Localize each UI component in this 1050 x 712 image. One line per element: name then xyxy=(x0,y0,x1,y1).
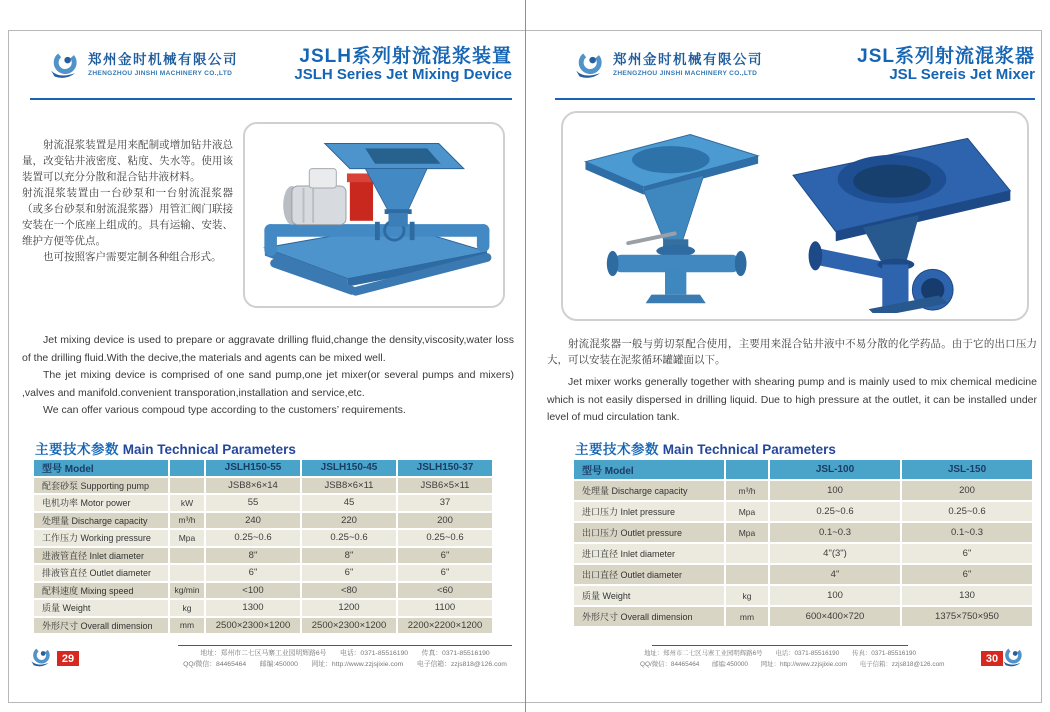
intro-cn-left xyxy=(22,137,233,265)
intro-cn-right xyxy=(547,336,1037,368)
spec-row-label: 型号 Model xyxy=(574,460,724,479)
spec-row-unit: Mpa xyxy=(726,523,768,542)
spec-table-row xyxy=(574,481,1032,500)
spec-cell-value: <80 xyxy=(302,583,396,599)
spec-table-row xyxy=(574,586,1032,605)
spec-cell-value: 6" xyxy=(398,565,492,581)
spec-table-row xyxy=(34,618,492,634)
spec-cell-value: 6" xyxy=(302,565,396,581)
spec-row-unit: kW xyxy=(170,495,204,511)
header-rule-left xyxy=(30,98,512,100)
spec-table-row xyxy=(574,502,1032,521)
spec-cell-value: 4"(3") xyxy=(770,544,900,563)
spec-row-unit xyxy=(726,544,768,563)
footer-line2: QQ/微信：84465464 邮编:450000 网址：http://www.zzjsjixie.com 电子信箱：zzjs818@126.com xyxy=(640,660,945,668)
spec-cell-value: JSB6×5×11 xyxy=(398,478,492,494)
spec-table-row xyxy=(34,513,492,529)
spec-row-label: 配套砂泵 Supporting pump xyxy=(34,478,168,494)
spec-cell-value: 6" xyxy=(398,548,492,564)
spec-row-unit: mm xyxy=(726,607,768,626)
spec-row-label: 外形尺寸 Overall dimension xyxy=(34,618,168,634)
spec-cell-value: 100 xyxy=(770,586,900,605)
page-title-cn: JSL系列射流混浆器 xyxy=(857,46,1035,67)
intro-paragraph: Jet mixer works generally together with shearing pump and is mainly used to mix chemical medicine which is not easily dispersed in drilling liquid. Due to high pressure at the outlet, it can be installed under level of mud circulation tank. xyxy=(547,376,1037,423)
spec-row-label: 处理量 Discharge capacity xyxy=(574,481,724,500)
spec-row-label: 质量 Weight xyxy=(34,600,168,616)
intro-paragraph: 射流混浆器一般与剪切泵配合使用，主要用来混合钻井液中不易分散的化学药品。由于它的出口压力大，可以安装在泥浆循环罐罐面以下。 xyxy=(547,338,1037,366)
spec-cell-value: 1300 xyxy=(206,600,300,616)
footer-line1: 地址：郑州市二七区马寨工业园明辉路6号 电话：0371-85516190 传真：0371-85516190 xyxy=(643,650,917,657)
spec-row-unit xyxy=(726,460,768,479)
spec-row-unit xyxy=(170,565,204,581)
spec-row-unit xyxy=(726,565,768,584)
spec-cell-value: 0.25~0.6 xyxy=(302,530,396,546)
spec-cell-value: 130 xyxy=(902,586,1032,605)
spec-cell-value: 8" xyxy=(302,548,396,564)
section-title-cn: 主要技术参数 xyxy=(35,442,119,457)
page-title-en: JSL Sereis Jet Mixer xyxy=(889,66,1035,84)
spec-table-row xyxy=(34,530,492,546)
company-logo-left xyxy=(48,48,238,82)
spec-table-row xyxy=(34,600,492,616)
footer-contact-left xyxy=(178,649,512,670)
footer-swirl-icon-right xyxy=(1001,645,1027,669)
company-logo-right xyxy=(573,48,763,82)
spec-row-label: 质量 Weight xyxy=(574,586,724,605)
spec-cell-value: JSB8×6×14 xyxy=(206,478,300,494)
page-divider xyxy=(525,0,526,712)
spec-table-row xyxy=(574,523,1032,542)
footer-swirl-icon-left xyxy=(29,645,55,669)
spec-row-unit: kg/min xyxy=(170,583,204,599)
spec-cell-value: 0.25~0.6 xyxy=(770,502,900,521)
spec-cell-value: 6" xyxy=(902,544,1032,563)
spec-row-unit: m³/h xyxy=(726,481,768,500)
spec-row-label: 出口直径 Outlet diameter xyxy=(574,565,724,584)
footer-contact-right xyxy=(640,649,945,670)
intro-paragraph: 射流混浆装置是用来配制或增加钻井液总量，改变钻井液密度、粘度、失水等。使用该装置可以充分分散和混合钻井液材料。 xyxy=(22,139,233,183)
spec-cell-value: <60 xyxy=(398,583,492,599)
spec-table-row xyxy=(34,495,492,511)
spec-row-unit: mm xyxy=(170,618,204,634)
spec-cell-value: 0.25~0.6 xyxy=(398,530,492,546)
spec-cell-value: 240 xyxy=(206,513,300,529)
page-title-right xyxy=(765,46,1035,84)
product-photo-frame-left xyxy=(243,122,505,308)
spec-table-header-row xyxy=(574,460,1032,479)
intro-paragraph: 射流混浆装置由一台砂泵和一台射流混浆器（或多台砂泵和射流混浆器）用管汇阀门联接安装在一个底座上组成的。具有运输、安装、维护方便等优点。 xyxy=(22,187,233,247)
company-swirl-icon xyxy=(48,48,84,82)
company-swirl-icon xyxy=(573,48,609,82)
page-title-cn: JSLH系列射流混浆装置 xyxy=(299,46,512,67)
spec-cell-value: 6" xyxy=(206,565,300,581)
spec-cell-value: 0.1~0.3 xyxy=(902,523,1032,542)
spec-row-label: 电机功率 Motor power xyxy=(34,495,168,511)
spec-cell-value: <100 xyxy=(206,583,300,599)
spec-table-row xyxy=(34,548,492,564)
section-title-cn: 主要技术参数 xyxy=(575,442,659,457)
spec-row-unit xyxy=(170,548,204,564)
spec-cell-value: JSLH150-55 xyxy=(206,460,300,476)
spec-cell-value: JSLH150-37 xyxy=(398,460,492,476)
company-name-en: ZHENGZHOU JINSHI MACHINERY CO.,LTD xyxy=(88,70,233,77)
spec-table xyxy=(572,458,1034,628)
spec-row-label: 工作压力 Working pressure xyxy=(34,530,168,546)
intro-paragraph: We can offer various compoud type according to the customers’ requirements. xyxy=(43,404,406,416)
spec-table-header-row xyxy=(34,460,492,476)
spec-table-row xyxy=(574,565,1032,584)
company-name-en: ZHENGZHOU JINSHI MACHINERY CO.,LTD xyxy=(613,70,758,77)
jet-mixing-device-photo xyxy=(251,130,497,300)
spec-table-row xyxy=(574,544,1032,563)
spec-cell-value: 200 xyxy=(398,513,492,529)
spec-table-row xyxy=(34,478,492,494)
spec-row-label: 排液管直径 Outlet diameter xyxy=(34,565,168,581)
spec-cell-value: 8" xyxy=(206,548,300,564)
section-title-left xyxy=(35,438,296,458)
spec-row-label: 型号 Model xyxy=(34,460,168,476)
section-title-en: Main Technical Parameters xyxy=(662,442,836,457)
spec-cell-value: JSB8×6×11 xyxy=(302,478,396,494)
spec-table-right xyxy=(572,458,1034,628)
intro-en-left xyxy=(22,332,514,420)
footer-rule-right xyxy=(652,645,908,646)
spec-row-unit: Mpa xyxy=(170,530,204,546)
page-title-en: JSLH Series Jet Mixing Device xyxy=(294,66,512,84)
company-name-cn: 郑州金时机械有限公司 xyxy=(88,52,238,67)
spec-row-label: 外形尺寸 Overall dimension xyxy=(574,607,724,626)
intro-paragraph: The jet mixing device is comprised of one sand pump,one jet mixer(or several pumps and mixers) ,valves and manifold.convenient transporation,installation and service,etc. xyxy=(22,369,514,399)
spec-cell-value: 2500×2300×1200 xyxy=(206,618,300,634)
spec-cell-value: JSL-150 xyxy=(902,460,1032,479)
spec-cell-value: 200 xyxy=(902,481,1032,500)
spec-cell-value: JSL-100 xyxy=(770,460,900,479)
spec-row-label: 进口压力 Inlet pressure xyxy=(574,502,724,521)
page-title-left xyxy=(230,46,512,84)
product-photo-frame-right xyxy=(561,111,1029,321)
spec-cell-value: 1200 xyxy=(302,600,396,616)
spec-row-label: 进液管直径 Inlet diameter xyxy=(34,548,168,564)
spec-table-left xyxy=(32,458,494,635)
spec-cell-value: 100 xyxy=(770,481,900,500)
spec-cell-value: 2500×2300×1200 xyxy=(302,618,396,634)
spec-row-label: 进口直径 Inlet diameter xyxy=(574,544,724,563)
footer-rule-left xyxy=(178,645,512,646)
section-title-en: Main Technical Parameters xyxy=(122,442,296,457)
spec-row-unit: kg xyxy=(170,600,204,616)
page-number-badge-left: 29 xyxy=(57,651,79,666)
jet-mixer-photos xyxy=(570,119,1020,313)
spec-row-unit xyxy=(170,478,204,494)
spec-cell-value: 6" xyxy=(902,565,1032,584)
spec-row-unit: m³/h xyxy=(170,513,204,529)
spec-table xyxy=(32,458,494,635)
spec-cell-value: 1375×750×950 xyxy=(902,607,1032,626)
spec-cell-value: 1100 xyxy=(398,600,492,616)
spec-cell-value: 220 xyxy=(302,513,396,529)
spec-cell-value: 4" xyxy=(770,565,900,584)
spec-table-row xyxy=(34,583,492,599)
spec-row-label: 处理量 Discharge capacity xyxy=(34,513,168,529)
footer-line1: 地址：郑州市二七区马寨工业园明辉路6号 电话：0371-85516190 传真：0371-85516190 xyxy=(200,650,490,657)
section-title-right xyxy=(575,438,836,458)
spec-row-unit: kg xyxy=(726,586,768,605)
spec-cell-value: 0.1~0.3 xyxy=(770,523,900,542)
spec-cell-value: JSLH150-45 xyxy=(302,460,396,476)
spec-cell-value: 55 xyxy=(206,495,300,511)
intro-paragraph: 也可按照客户需要定制各种组合形式。 xyxy=(43,251,222,263)
header-rule-right xyxy=(555,98,1035,100)
spec-cell-value: 2200×2200×1200 xyxy=(398,618,492,634)
footer-line2: QQ/微信：84465464 邮编:450000 网址：http://www.zzjsjixie.com 电子信箱：zzjs818@126.com xyxy=(183,660,507,668)
spec-row-label: 出口压力 Outlet pressure xyxy=(574,523,724,542)
spec-row-unit xyxy=(170,460,204,476)
spec-cell-value: 0.25~0.6 xyxy=(902,502,1032,521)
company-name-cn: 郑州金时机械有限公司 xyxy=(613,52,763,67)
spec-cell-value: 600×400×720 xyxy=(770,607,900,626)
intro-en-right xyxy=(547,374,1037,427)
page-number-badge-right: 30 xyxy=(981,651,1003,666)
spec-table-row xyxy=(34,565,492,581)
spec-table-row xyxy=(574,607,1032,626)
spec-cell-value: 45 xyxy=(302,495,396,511)
spec-cell-value: 37 xyxy=(398,495,492,511)
spec-row-unit: Mpa xyxy=(726,502,768,521)
spec-row-label: 配料速度 Mixing speed xyxy=(34,583,168,599)
intro-paragraph: Jet mixing device is used to prepare or aggravate drilling fluid,change the density,viscosity,water loss of the drilling fluid.With the decive,the materials and agents can be mixed well. xyxy=(22,334,514,364)
spec-cell-value: 0.25~0.6 xyxy=(206,530,300,546)
